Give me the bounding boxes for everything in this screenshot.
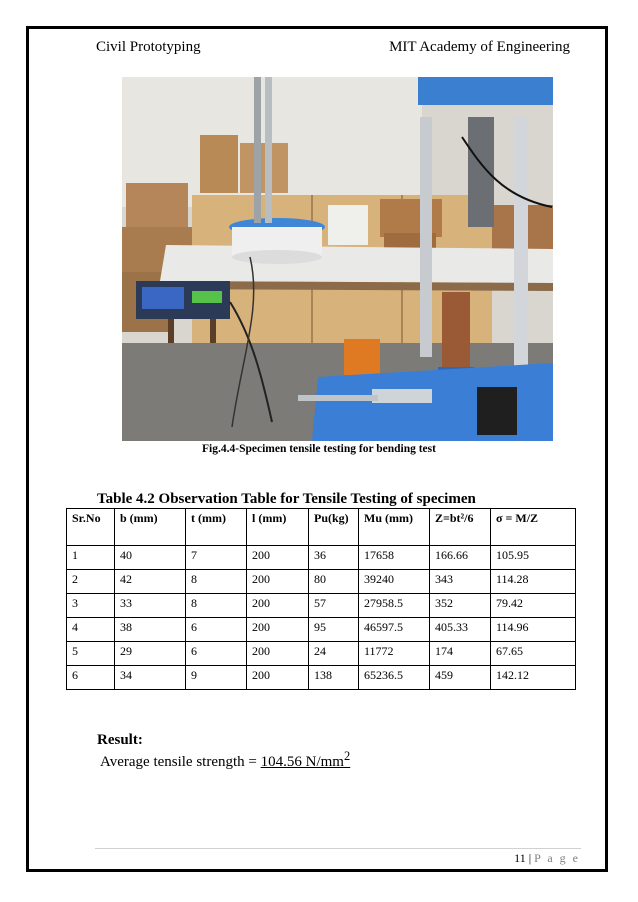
table-row	[67, 666, 576, 690]
page-footer	[514, 851, 580, 866]
footer-divider	[95, 848, 581, 849]
table-cell: 5	[67, 642, 115, 666]
table-cell: 39240	[359, 570, 430, 594]
table-cell: 46597.5	[359, 618, 430, 642]
table-cell: 6	[186, 642, 247, 666]
table-cell: 4	[67, 618, 115, 642]
table-cell: 200	[247, 666, 309, 690]
observation-table	[66, 508, 576, 690]
page-number: 11	[514, 851, 526, 865]
table-cell: 40	[115, 546, 186, 570]
table-cell: 57	[309, 594, 359, 618]
table-cell: 7	[186, 546, 247, 570]
table-cell: 200	[247, 642, 309, 666]
table-cell: 65236.5	[359, 666, 430, 690]
result-unit-superscript: 2	[343, 749, 351, 763]
table-cell: 80	[309, 570, 359, 594]
table-cell: 138	[309, 666, 359, 690]
column-header: b (mm)	[115, 509, 186, 546]
table-cell: 33	[115, 594, 186, 618]
result-value	[260, 749, 351, 770]
table-cell: 343	[430, 570, 491, 594]
table-cell: 11772	[359, 642, 430, 666]
table-row	[67, 594, 576, 618]
table-cell: 142.12	[491, 666, 576, 690]
result-statement	[100, 749, 350, 771]
table-cell: 459	[430, 666, 491, 690]
table-cell: 38	[115, 618, 186, 642]
header-right: MIT Academy of Engineering	[389, 39, 570, 55]
table-row	[67, 642, 576, 666]
result-label: Average tensile strength =	[100, 754, 261, 770]
table-cell: 24	[309, 642, 359, 666]
table-cell: 79.42	[491, 594, 576, 618]
page-label: P a g e	[534, 851, 580, 865]
table-cell: 105.95	[491, 546, 576, 570]
column-header: l (mm)	[247, 509, 309, 546]
table-cell: 17658	[359, 546, 430, 570]
column-header: Mu (mm)	[359, 509, 430, 546]
table-cell: 114.96	[491, 618, 576, 642]
result-heading: Result:	[97, 732, 143, 748]
table-cell: 200	[247, 594, 309, 618]
table-cell: 8	[186, 570, 247, 594]
column-header: Sr.No	[67, 509, 115, 546]
table-row	[67, 618, 576, 642]
table-cell: 34	[115, 666, 186, 690]
table-header-row	[67, 509, 576, 546]
table-cell: 42	[115, 570, 186, 594]
table-cell: 200	[247, 570, 309, 594]
table-row	[67, 570, 576, 594]
table-cell: 2	[67, 570, 115, 594]
table-cell: 27958.5	[359, 594, 430, 618]
figure-caption: Fig.4.4-Specimen tensile testing for bending test	[202, 443, 436, 455]
specimen-testing-photo	[122, 77, 553, 441]
table-cell: 200	[247, 546, 309, 570]
table-row	[67, 546, 576, 570]
table-cell: 36	[309, 546, 359, 570]
table-cell: 6	[67, 666, 115, 690]
result-value-text: 104.56 N/mm	[260, 754, 344, 770]
table-cell: 3	[67, 594, 115, 618]
table-cell: 95	[309, 618, 359, 642]
table-cell: 9	[186, 666, 247, 690]
table-title: Table 4.2 Observation Table for Tensile Testing of specimen	[97, 491, 476, 507]
table-cell: 1	[67, 546, 115, 570]
header-left: Civil Prototyping	[96, 39, 201, 55]
table-cell: 8	[186, 594, 247, 618]
table-cell: 114.28	[491, 570, 576, 594]
table-cell: 67.65	[491, 642, 576, 666]
table-cell: 174	[430, 642, 491, 666]
column-header: σ = M/Z	[491, 509, 576, 546]
column-header: Z=bt²/6	[430, 509, 491, 546]
column-header: Pu(kg)	[309, 509, 359, 546]
column-header: t (mm)	[186, 509, 247, 546]
table-cell: 352	[430, 594, 491, 618]
footer-separator: |	[525, 851, 535, 865]
table-cell: 166.66	[430, 546, 491, 570]
table-cell: 200	[247, 618, 309, 642]
table-cell: 6	[186, 618, 247, 642]
table-cell: 405.33	[430, 618, 491, 642]
table-cell: 29	[115, 642, 186, 666]
